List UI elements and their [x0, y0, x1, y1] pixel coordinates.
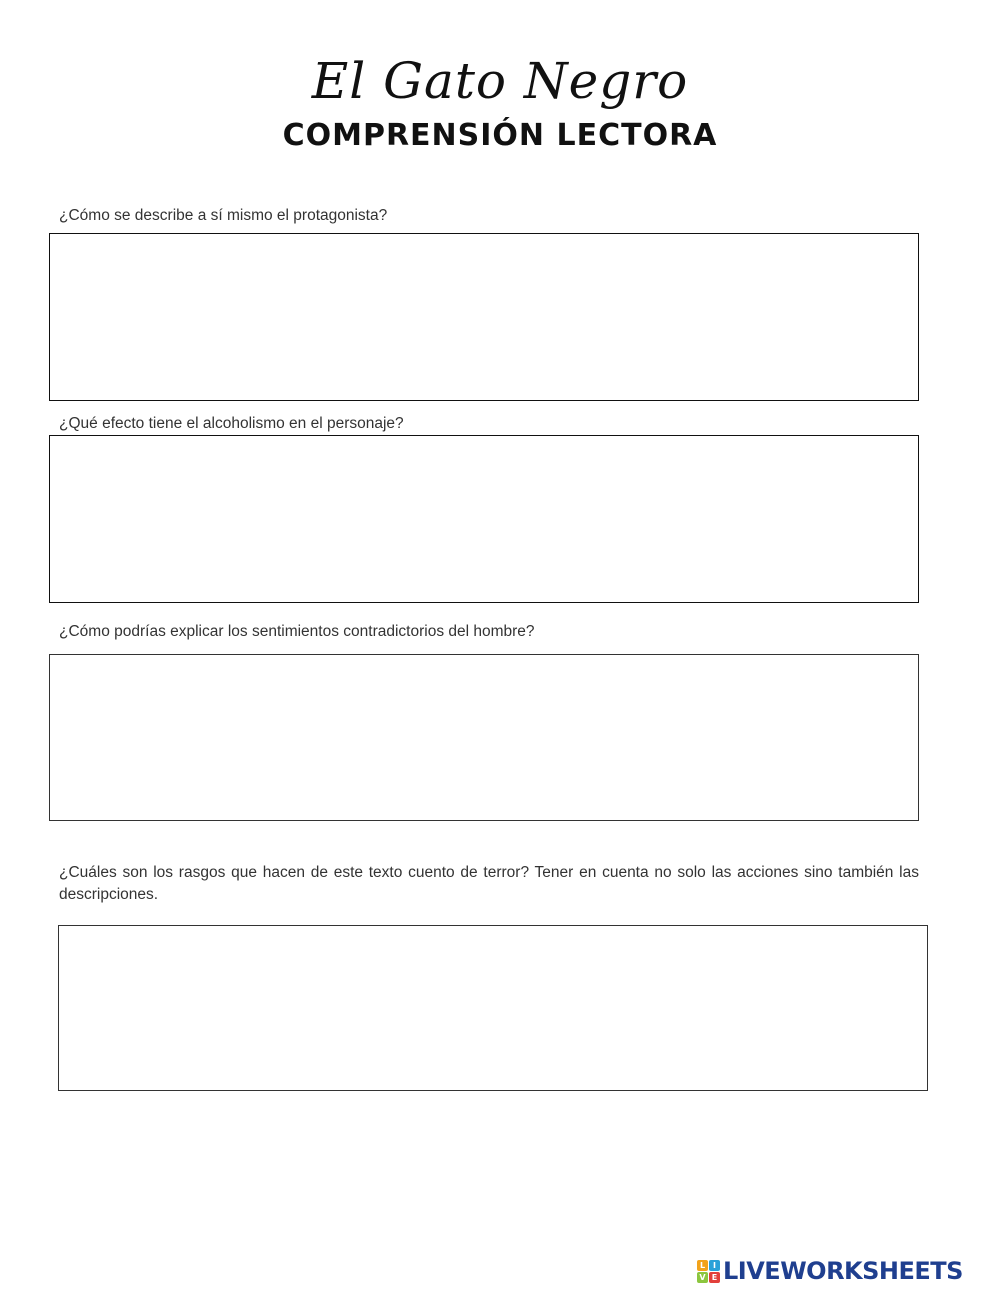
- question-4-label: ¿Cuáles son los rasgos que hacen de este texto cuento de terror? Tener en cuenta no solo las acciones sino también las descripciones.: [59, 864, 919, 903]
- logo-letter: V: [697, 1272, 708, 1283]
- question-1-label: ¿Cómo se describe a sí mismo el protagonista?: [59, 207, 388, 224]
- worksheet-subtitle: COMPRENSIÓN LECTORA: [282, 118, 718, 153]
- worksheet-title: El Gato Negro: [311, 52, 689, 110]
- answer-box-4[interactable]: [58, 925, 928, 1091]
- liveworksheets-logo: [697, 1256, 963, 1286]
- logo-letter: E: [709, 1272, 720, 1283]
- logo-mark-icon: [697, 1260, 720, 1283]
- answer-box-1[interactable]: [49, 233, 919, 401]
- question-2-label: ¿Qué efecto tiene el alcoholismo en el personaje?: [59, 415, 404, 432]
- question-3-label: ¿Cómo podrías explicar los sentimientos contradictorios del hombre?: [59, 623, 535, 640]
- logo-letter: L: [697, 1260, 708, 1271]
- answer-box-3[interactable]: [49, 654, 919, 821]
- logo-letter: I: [709, 1260, 720, 1271]
- answer-box-2[interactable]: [49, 435, 919, 603]
- logo-text: LIVEWORKSHEETS: [723, 1257, 963, 1285]
